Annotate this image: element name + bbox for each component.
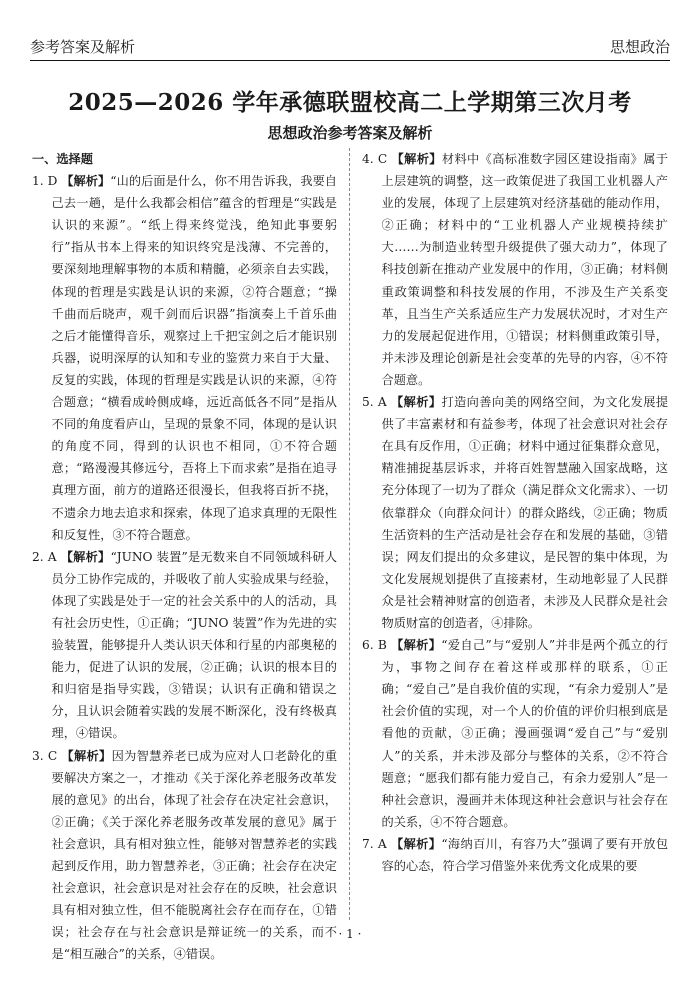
analysis-label: 【解析】 [390,836,442,851]
analysis-label: 【解析】 [391,152,442,166]
question-5 [362,391,668,634]
question-6 [362,634,668,833]
question-number: 2. A [32,549,57,564]
page-title: 2025—2026 学年承德联盟校高二上学期第三次月考 [68,89,632,116]
section-heading: 一、选择题 [32,152,93,166]
question-text: 因为智慧养老已成为应对人口老龄化的重要解决方案之一，才推动《关于深化养老服务改革发展的意见》的出台，体现了社会存在决定社会意识，②正确；《关于深化养老服务改革发展的意见》属于社会意识，具有相对独立性，能够对智慧养老的实践起到反作用，助力智慧养老，③正确；社会存在决定社会意识，社会意识是对社会存在的反映，社会意识具有相对独立性，但不能脱离社会存在而存在，①错误；社会存在与社会意识是辩证统一的关系，而不是“相互融合”的关系，④错误。 [51,748,338,962]
question-number: 4. C [362,152,388,166]
header-right-text: 思想政治 [609,38,670,56]
analysis-label: 【解析】 [391,638,442,653]
question-7 [362,833,668,877]
question-4 [362,148,668,391]
right-column [362,148,668,877]
column-divider [349,148,350,920]
question-text: “JUNO 装置”是无数来自不同领域科研人员分工协作完成的，并吸收了前人实验成果与经验，体现了实践是处于一定的社会关系中的人的活动，具有社会历史性，①正确；“JUNO 装置”作为先进的实验装置，能够提升人类认识天体和行星的内部奥秘的能力，促进了认识的发展，②正确；认识的根本目的和归宿是指导实践，③错误；认识有正确和错误之分，且认识会随着实践的发展不断深化，没有终极真理，④错误。 [51,549,338,741]
question-text: “山的后面是什么，你不用告诉我，我要自己去一趟，是什么我都会相信”蕴含的哲理是“实践是认识的来源”。“纸上得来终觉浅，绝知此事要躬行”指从书本上得来的知识终究是浅薄、不完善的，要深刻地理解事物的本质和精髓，必须亲自去实践，体现的哲理是实践是认识的来源，②符合题意；“操千曲而后晓声，观千剑而后识器”指演奏上千首乐曲之后才能懂得音乐，观察过上千把宝剑之后才能识别兵器，说明深厚的认知和专业的鉴赏力来自于大量、反复的实践，体现的哲理是实践是认识的来源，④符合题意；“横看成岭侧成峰，远近高低各不同”是指从不同的角度看庐山，呈现的景象不同，体现的是认识的角度不同，得到的认识也不相同，①不符合题意；“路漫漫其修远兮，吾将上下而求索”是指在追寻真理方面，前方的道路还很漫长，但我将百折不挠，不遗余力地去追求和探索，体现了追求真理的无限性和反复性，③不符合题意。 [51,174,337,542]
question-number: 1. D [32,174,58,189]
analysis-label: 【解析】 [61,174,111,189]
analysis-label: 【解析】 [61,748,112,763]
question-1 [32,170,337,546]
running-header [30,34,670,61]
left-column [32,148,337,965]
question-text: “海纳百川，有容乃大”强调了要有开放包容的心态，符合学习借鉴外来优秀文化成果的要 [381,836,669,873]
question-text: “爱自己”与“爱别人”并非是两个孤立的行为，事物之间存在着这样或那样的联系，①正确；“爱自己”是自我价值的实现，“有余力爱别人”是社会价值的实现，对一个人的价值的评价归根到底是看他的贡献，③正确；漫画强调“爱自己”与“爱别人”的关系，并未涉及部分与整体的关系，②不符合题意；“愿我们都有能力爱自己，有余力爱别人”是一种社会意识，漫画并未体现这种社会意识与社会存在的关系，④不符合题意。 [381,638,668,829]
question-2 [32,546,337,745]
page-number: · 1 · [338,927,362,941]
question-text: 打造向善向美的网络空间，为文化发展提供了丰富素材和有益参考，体现了社会意识对社会存在具有反作用，①正确；材料中通过征集群众意见，精准捕捉基层诉求，并将百姓智慧融入国家战略，这充分体现了一切为了群众（满足群众文化需求）、一切依靠群众（向群众问计）的群众路线，②正确；物质生活资料的生产活动是社会存在和发展的基础，③错误；网友们提出的众多建议，是民智的集中体现，为文化发展规划提供了直接素材，生动地彰显了人民群众是社会精神财富的创造者，未涉及人民群众是社会物质财富的创造者，④排除。 [381,395,669,630]
header-left-text: 参考答案及解析 [30,38,136,56]
question-number: 6. B [362,638,387,653]
question-number: 7. A [362,836,387,851]
analysis-label: 【解析】 [60,549,111,564]
question-number: 3. C [32,748,58,763]
analysis-label: 【解析】 [391,395,442,410]
page-subtitle: 思想政治参考答案及解析 [267,124,433,142]
question-number: 5. A [362,395,387,410]
question-text: 材料中《高标准数字园区建设指南》属于上层建筑的调整，这一政策促进了我国工业机器人产业的发展，体现了上层建筑对经济基础的能动作用，②正确；材料中的“工业机器人产业规模持续扩大……为制造业转型升级提供了强大动力”，体现了科技创新在推动产业发展中的作用，③正确；材料侧重政策调整和科技发展的作用，不涉及生产关系变革，且当生产关系适应生产力发展状况时，才对生产力的发展起促进作用，①错误；材料侧重政策引导，并未涉及理论创新是社会变革的先导的内容，④不符合题意。 [381,152,669,387]
